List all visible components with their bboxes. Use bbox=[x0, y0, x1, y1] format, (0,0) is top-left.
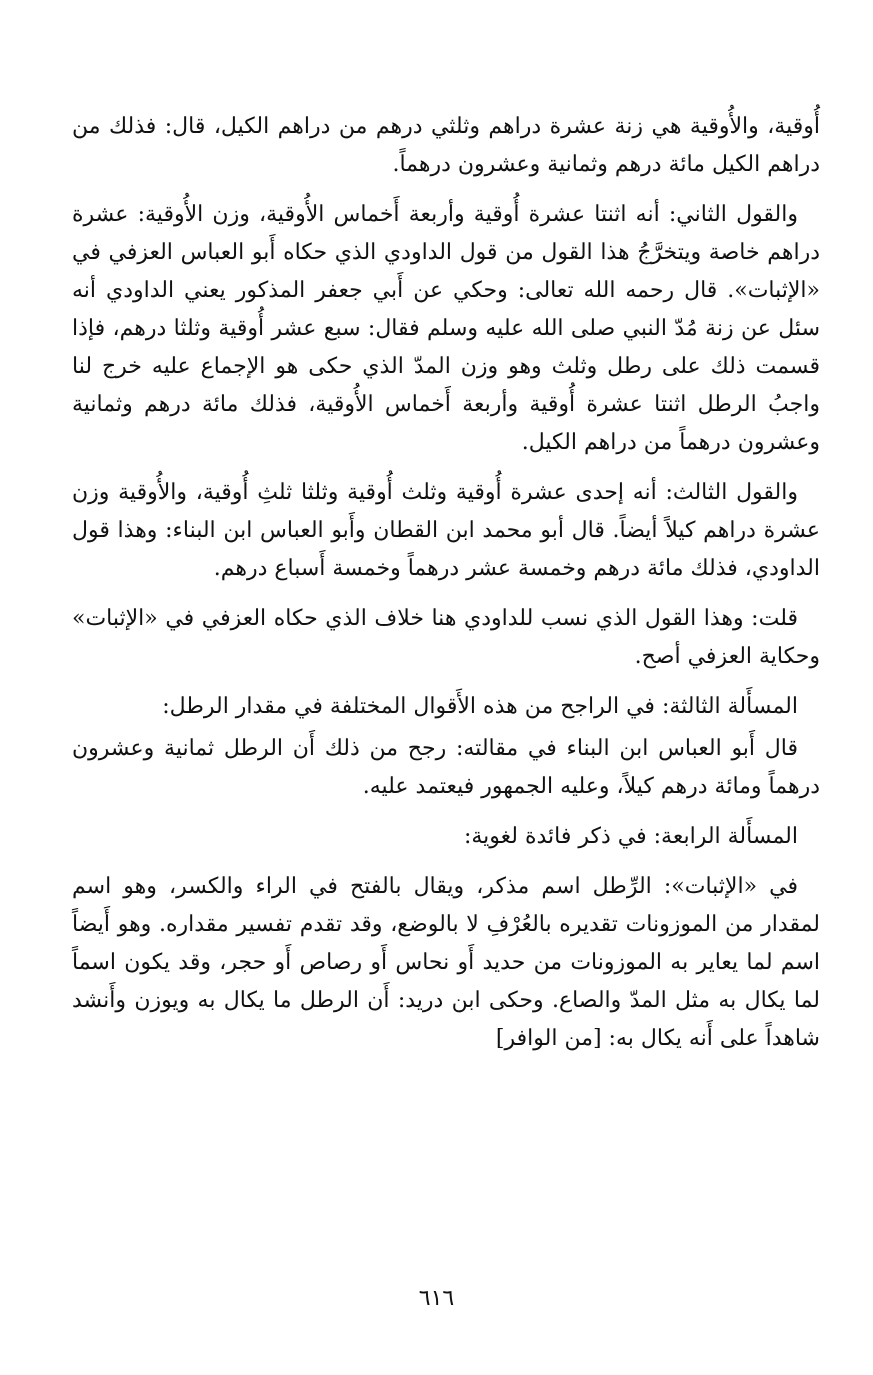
paragraph-6: في «الإثبات»: الرِّطل اسم مذكر، ويقال بالفتح في الراء والكسر، وهو اسم لمقدار من الموزونات تقديره بالعُرْفِ لا بالوضع، وقد تقدم تفسير مقداره. وهو أَيضاً اسم لما يعاير به الموزونات من حديد أَو نحاس أَو رصاص أَو حجر، وقد يكون اسماً لما يكال به مثل المدّ والصاع. وحكى ابن دريد: أَن الرطل ما يكال به ويوزن وأَنشد شاهداً على أَنه يكال به: [من الوافر] bbox=[72, 874, 820, 1051]
paragraph-3: والقول الثالث: أنه إحدى عشرة أُوقية وثلث أُوقية وثلثا ثلثِ أُوقية، والأُوقية وزن عشرة دراهم كيلاً أيضاً. قال أبو محمد ابن القطان وأَبو العباس ابن البناء: وهذا قول الداودي، فذلك مائة درهم وخمسة عشر درهماً وخمسة أَسباع درهم. bbox=[72, 480, 820, 581]
page-body bbox=[72, 108, 820, 1070]
paragraph-4: قلت: وهذا القول الذي نسب للداودي هنا خلاف الذي حكاه العزفي في «الإثبات» وحكاية العزفي أصح. bbox=[72, 606, 820, 669]
heading-issue-3: المسأَلة الثالثة: في الراجح من هذه الأَقوال المختلفة في مقدار الرطل: bbox=[162, 694, 798, 719]
paragraph-1: أُوقية، والأُوقية هي زنة عشرة دراهم وثلثي درهم من دراهم الكيل، قال: فذلك من دراهم الكيل مائة درهم وثمانية وعشرون درهماً. bbox=[72, 114, 820, 177]
page-number: ٦١٦ bbox=[418, 1286, 455, 1311]
paragraph-2: والقول الثاني: أنه اثنتا عشرة أُوقية وأربعة أَخماس الأُوقية، وزن الأُوقية: عشرة دراهم خاصة ويتخرَّجُ هذا القول من قول الداودي الذي حكاه أَبو العباس العزفي في «الإثبات». قال رحمه الله تعالى: وحكي عن أَبي جعفر المذكور يعني الداودي أنه سئل عن زنة مُدّ النبي صلى الله عليه وسلم فقال: سبع عشر أُوقية وثلثا درهم، فإذا قسمت ذلك على رطل وثلث وهو وزن المدّ الذي حكى هو الإجماع عليه خرج لنا واجبُ الرطل اثنتا عشرة أُوقية وأربعة أَخماس الأُوقية، فذلك مائة درهم وثمانية وعشرون درهماً من دراهم الكيل. bbox=[72, 202, 820, 455]
paragraph-5: قال أَبو العباس ابن البناء في مقالته: رجح من ذلك أَن الرطل ثمانية وعشرون درهماً ومائة درهم كيلاً، وعليه الجمهور فيعتمد عليه. bbox=[72, 736, 820, 799]
heading-issue-4: المسأَلة الرابعة: في ذكر فائدة لغوية: bbox=[463, 824, 798, 849]
